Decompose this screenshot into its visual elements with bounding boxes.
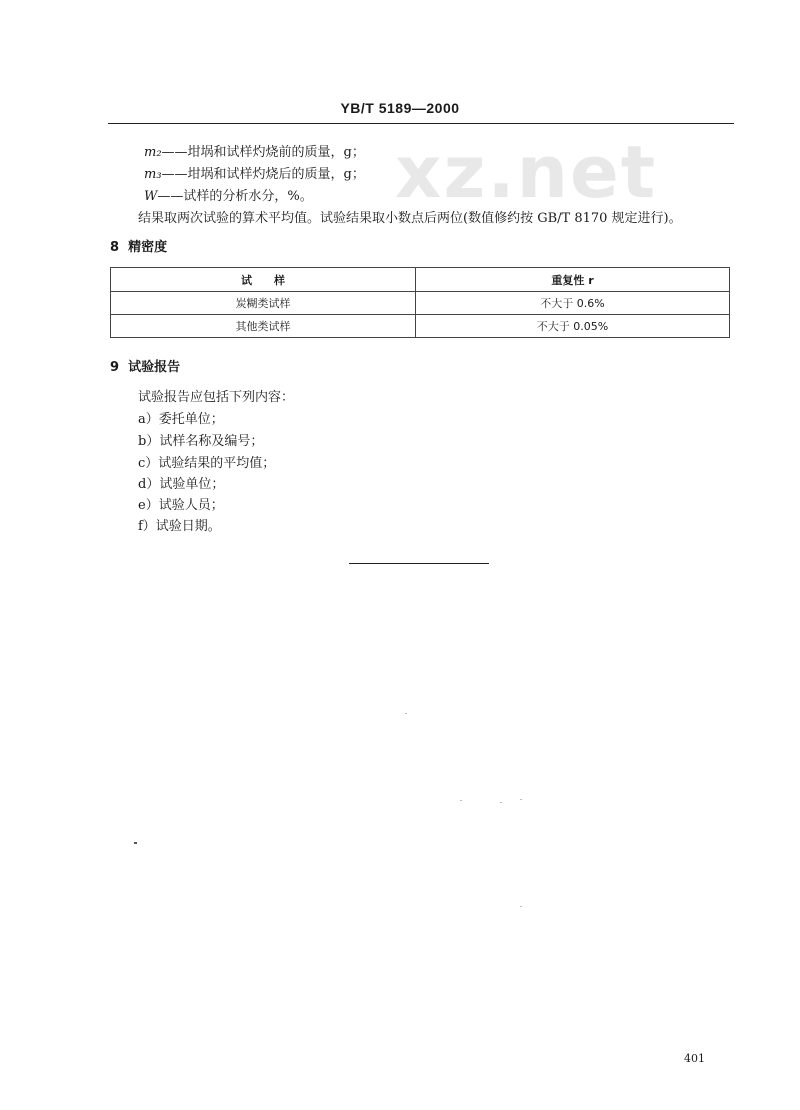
table-header-row (111, 268, 730, 292)
scan-speck (520, 906, 522, 907)
section-number: 8 (110, 240, 120, 255)
list-item: e）试验人员； (138, 498, 224, 513)
table-cell: 不大于 0.6% (416, 292, 730, 315)
definition-text: ——坩埚和试样灼烧后的质量，g； (161, 167, 365, 182)
report-intro: 试验报告应包括下列内容： (138, 390, 295, 405)
definition-symbol: m₃ (144, 167, 162, 182)
precision-table (110, 267, 730, 338)
watermark: xz.net (395, 130, 658, 214)
section-title: 试验报告 (128, 360, 181, 375)
table-cell: 不大于 0.05% (416, 315, 730, 338)
section-8-heading (110, 236, 167, 255)
column-header-repeatability: 重复性 r (416, 268, 730, 292)
definition-symbol: W (144, 189, 158, 204)
scan-speck (460, 800, 462, 801)
definition-m2 (144, 141, 365, 160)
definition-w (144, 185, 313, 204)
table-cell: 炭糊类试样 (111, 292, 416, 315)
list-item: b）试样名称及编号； (138, 434, 264, 449)
table-row (111, 292, 730, 315)
end-rule (349, 563, 489, 564)
scan-speck (520, 799, 522, 800)
list-item: f）试验日期。 (138, 519, 221, 534)
definition-symbol: m₂ (144, 145, 162, 160)
result-note: 结果取两次试验的算术平均值。试验结果取小数点后两位(数值修约按 GB/T 8170 规定进行)。 (138, 211, 682, 226)
table-cell: 其他类试样 (111, 315, 416, 338)
definition-text: ——试样的分析水分，%。 (157, 189, 313, 204)
section-9-heading (110, 356, 180, 375)
table-row (111, 315, 730, 338)
column-header-sample: 试 样 (111, 268, 416, 292)
list-item: c）试验结果的平均值； (138, 456, 276, 471)
scan-speck (500, 802, 502, 803)
scan-speck (405, 713, 407, 714)
scan-speck (134, 842, 137, 844)
section-title: 精密度 (128, 240, 168, 255)
page-number: 401 (684, 1052, 705, 1065)
standard-code: YB/T 5189—2000 (340, 100, 460, 116)
list-item: a）委托单位； (138, 412, 224, 427)
list-item: d）试验单位； (138, 477, 225, 492)
header-rule (108, 123, 734, 124)
definition-m3 (144, 163, 365, 182)
definition-text: ——坩埚和试样灼烧前的质量，g； (161, 145, 365, 160)
section-number: 9 (110, 360, 120, 375)
